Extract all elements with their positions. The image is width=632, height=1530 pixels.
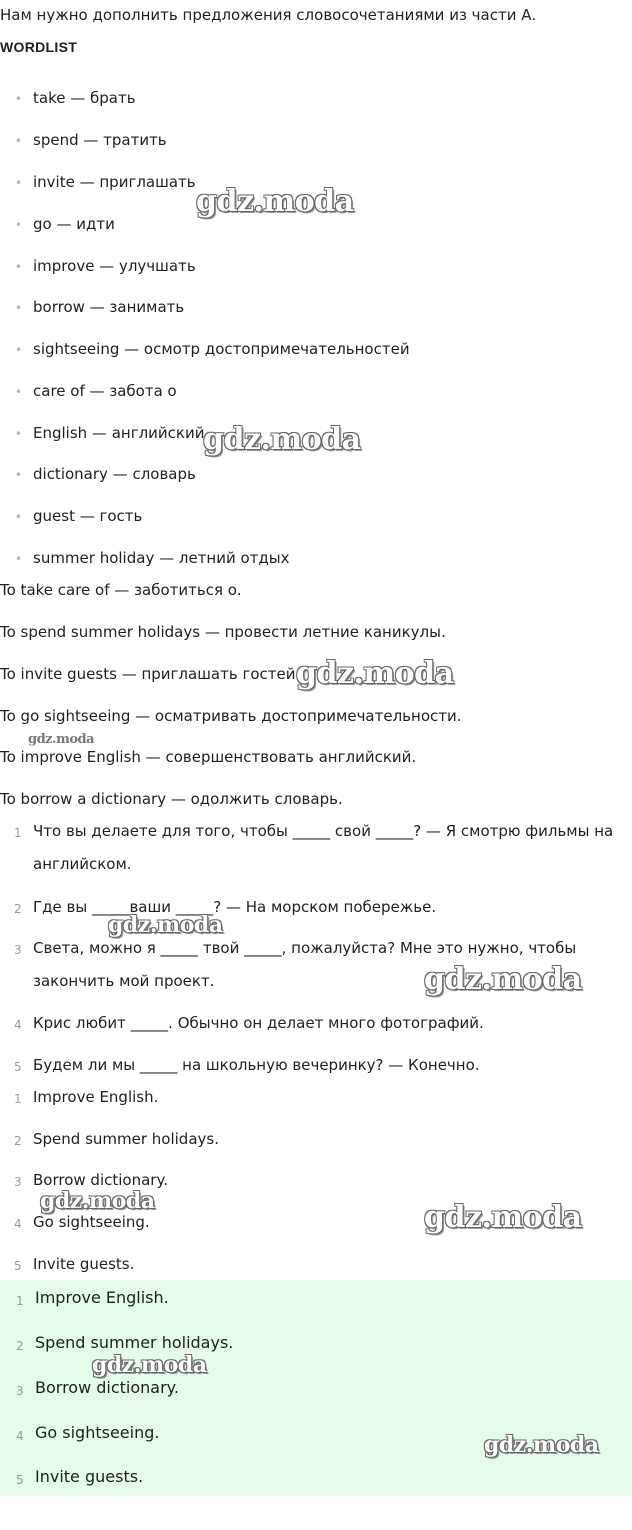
phrase-line: To invite guests — приглашать гостей. (0, 665, 301, 683)
watermark-logo: gdz.moda (296, 656, 454, 691)
list-item: • English — английский (33, 424, 204, 442)
final-answer-text: Borrow dictionary. (35, 1378, 179, 1397)
watermark-logo: gdz.moda (203, 422, 361, 457)
answer-panel (0, 1280, 632, 1496)
watermark-logo: gdz.moda (92, 1352, 207, 1378)
item-number: 5 (14, 1060, 22, 1074)
answer-text: Borrow dictionary. (33, 1171, 168, 1189)
question-text: Крис любит _____. Обычно он делает много фотографий. (33, 1014, 484, 1032)
item-number: 4 (16, 1429, 24, 1443)
item-number: 1 (14, 1092, 22, 1106)
final-answer-text: Invite guests. (35, 1467, 144, 1486)
item-number: 5 (16, 1473, 24, 1487)
wordlist-heading: WORDLIST (0, 39, 78, 55)
list-item: • take — брать (33, 89, 136, 107)
question-text: Что вы делаете для того, чтобы _____ свой _____? — Я смотрю фильмы на английском. (33, 822, 614, 873)
final-answer-text: Go sightseeing. (35, 1423, 160, 1442)
question-text: Где вы _____ваши _____? — На морском побережье. (33, 898, 437, 916)
list-item: • dictionary — словарь (33, 465, 196, 483)
list-item: • improve — улучшать (33, 257, 196, 275)
final-answer-text: Spend summer holidays. (35, 1333, 234, 1352)
item-number: 3 (14, 943, 22, 957)
question-text: Будем ли мы _____ на школьную вечеринку? — Конечно. (33, 1056, 480, 1074)
answer-text: Improve English. (33, 1088, 159, 1106)
answer-text: Go sightseeing. (33, 1213, 150, 1231)
item-number: 4 (14, 1217, 22, 1231)
item-number: 4 (14, 1018, 22, 1032)
watermark-logo: gdz.moda (196, 184, 354, 219)
item-number: 5 (14, 1259, 22, 1273)
item-number: 2 (14, 902, 22, 916)
item-number: 3 (16, 1384, 24, 1398)
answer-text: Invite guests. (33, 1255, 135, 1273)
watermark-logo: gdz.moda (28, 732, 95, 747)
phrase-line: To improve English — совершенствовать английский. (0, 748, 417, 766)
intro-text: Нам нужно дополнить предложения словосочетаниями из части А. (0, 6, 537, 24)
list-item: • go — идти (33, 215, 115, 233)
watermark-logo: gdz.moda (40, 1188, 155, 1214)
question-text: Света, можно я _____ твой _____, пожалуйста? Мне это нужно, чтобы закончить мой проект. (33, 939, 577, 990)
item-number: 2 (16, 1339, 24, 1353)
phrase-line: To borrow a dictionary — одолжить словарь. (0, 790, 343, 808)
watermark-logo: gdz.moda (484, 1432, 599, 1458)
list-item: • care of — забота о (33, 382, 177, 400)
list-item: • summer holiday — летний отдых (33, 549, 290, 567)
answer-text: Spend summer holidays. (33, 1130, 219, 1148)
item-number: 2 (14, 1134, 22, 1148)
watermark-logo: gdz.moda (424, 962, 582, 997)
list-item: • guest — гость (33, 507, 142, 525)
phrase-line: To take care of — заботиться о. (0, 581, 242, 599)
item-number: 3 (14, 1175, 22, 1189)
list-item: • spend — тратить (33, 131, 167, 149)
list-item: • invite — приглашать (33, 173, 196, 191)
phrase-line: To go sightseeing — осматривать достопримечательности. (0, 707, 462, 725)
phrase-line: To spend summer holidays — провести летние каникулы. (0, 623, 446, 641)
item-number: 1 (14, 826, 22, 840)
watermark-logo: gdz.moda (424, 1200, 582, 1235)
final-answer-text: Improve English. (35, 1288, 169, 1307)
watermark-logo: gdz.moda (108, 912, 223, 938)
list-item: • sightseeing — осмотр достопримечательностей (33, 340, 410, 358)
list-item: • borrow — занимать (33, 298, 184, 316)
item-number: 1 (16, 1294, 24, 1308)
